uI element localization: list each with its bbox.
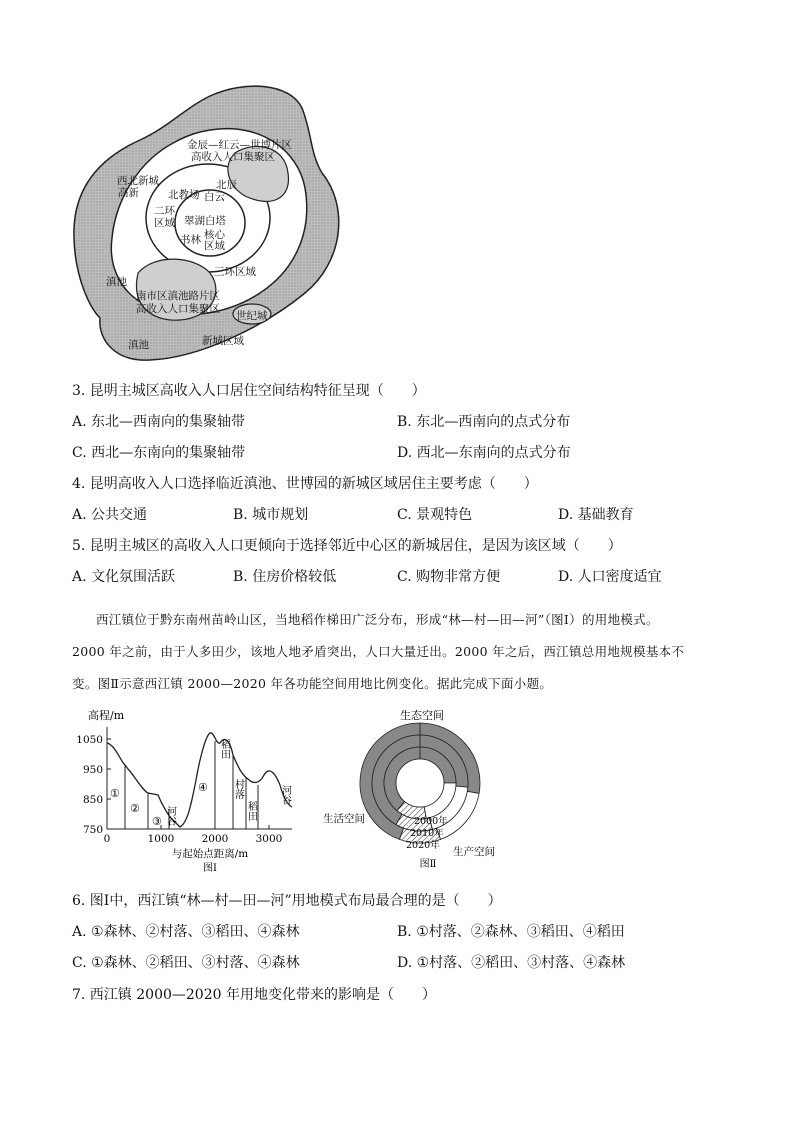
fig1-ytick: 750	[82, 824, 103, 836]
question-6-option-d[interactable]: D. ①村落、②稻田、③村落、④森林	[397, 955, 626, 971]
fig1-ytick: 1050	[76, 734, 103, 746]
map-label: 区域	[154, 217, 175, 229]
map-label: 高新	[118, 187, 139, 199]
map-label: 北辰	[216, 179, 237, 191]
map-label: 白云	[204, 191, 225, 203]
fig1-ytick: 850	[82, 794, 103, 806]
question-7-stem: 7. 西江镇 2000—2020 年用地变化带来的影响是（ ）	[72, 987, 436, 1003]
question-4-option-c[interactable]: C. 景观特色	[397, 507, 473, 523]
fig2-year-2000: 2000年	[414, 816, 448, 827]
map-label: 二环	[154, 205, 175, 217]
fig1-zone-1: ①	[110, 787, 120, 800]
question-5-stem: 5. 昆明主城区的高收入人口更倾向于选择邻近中心区的新城居住，是因为该区域（ ）	[72, 538, 622, 554]
passage-line-3: 变。图Ⅱ示意西江镇 2000—2020 年各功能空间用地比例变化。据此完成下面小题。	[72, 676, 553, 691]
map-label: 南市区滇池路片区	[136, 290, 220, 302]
fig2-title: 生态空间	[400, 709, 444, 722]
fig2-production-label: 生产空间	[453, 846, 495, 858]
question-4-stem: 4. 昆明高收入人口选择临近滇池、世博园的新城区域居住主要考虑（ ）	[72, 476, 538, 492]
question-5-option-b[interactable]: B. 住房价格较低	[233, 569, 337, 585]
map-label: 北教场	[168, 189, 200, 201]
figure-2-land-use-rings	[310, 705, 520, 875]
fig2-living-label: 生活空间	[323, 813, 365, 825]
question-5-option-c[interactable]: C. 购物非常方便	[397, 569, 501, 585]
map-label: 核心	[204, 229, 225, 241]
map-label: 翠湖白塔	[184, 215, 226, 227]
passage-line-1: 西江镇位于黔东南州苗岭山区，当地稻作梯田广泛分布，形成“林—村—田—河”（图Ⅰ）的用地模式。	[96, 612, 659, 627]
fig1-xtick: 1000	[147, 833, 175, 845]
fig1-zone-2: ②	[130, 802, 140, 815]
map-label: 书林	[180, 234, 201, 246]
fig2-center	[396, 759, 444, 807]
map-label: 世纪城	[236, 310, 268, 322]
map-label: 新城区域	[202, 335, 244, 347]
fig2-caption: 图Ⅱ	[419, 859, 437, 870]
map-label: 滇池	[106, 276, 127, 288]
fig2-year-2020: 2020年	[406, 840, 440, 851]
question-5-option-d[interactable]: D. 人口密度适宜	[558, 569, 662, 585]
map-label: 区域	[204, 240, 225, 252]
fig1-zone-4: ④	[198, 781, 208, 794]
question-4-option-b[interactable]: B. 城市规划	[233, 507, 309, 523]
passage-line-2: 2000 年之前，由于人多田少，该地人地矛盾突出，人口大量迁出。2000 年之后，西江镇总用地规模基本不	[72, 644, 685, 659]
fig2-year-2010: 2010年	[410, 828, 444, 839]
question-6-option-c[interactable]: C. ①森林、②稻田、③村落、④森林	[72, 955, 300, 971]
question-6-option-a[interactable]: A. ①森林、②村落、③稻田、④森林	[72, 924, 300, 940]
fig1-xtick: 3000	[255, 833, 283, 845]
fig1-rice2-label: 稻田	[245, 801, 257, 821]
fig1-rice-label: 稻田	[218, 739, 230, 759]
map-label: 金辰—红云—世博片区	[187, 139, 292, 151]
fig1-xlabel: 与起始点距离/m	[171, 848, 249, 860]
figure-1-terrain-profile	[70, 705, 310, 875]
question-3-option-c[interactable]: C. 西北—东南向的集聚轴带	[72, 445, 246, 461]
question-3-stem: 3. 昆明主城区高收入人口居住空间结构特征呈现（ ）	[72, 383, 426, 399]
question-3-option-b[interactable]: B. 东北—西南向的点式分布	[397, 414, 571, 430]
question-6-stem: 6. 图Ⅰ中，西江镇“林—村—田—河”用地模式布局最合理的是（ ）	[72, 893, 502, 909]
kunming-map-figure	[60, 78, 360, 368]
fig1-river2-label: 河谷	[279, 785, 291, 805]
question-5-option-a[interactable]: A. 文化氛围活跃	[72, 569, 176, 585]
map-label: 三环区域	[214, 266, 256, 278]
map-label: 滇池	[128, 339, 149, 351]
fig1-village-label: 村落	[232, 779, 244, 799]
fig1-zone-3: ③	[152, 815, 162, 828]
fig1-ylabel: 高程/m	[88, 709, 125, 722]
question-3-option-a[interactable]: A. 东北—西南向的集聚轴带	[72, 414, 246, 430]
fig1-ytick: 950	[82, 764, 103, 776]
map-label: 高收入人口集聚区	[191, 151, 275, 163]
fig1-river-label: 河谷	[164, 806, 176, 826]
fig1-xtick: 0	[103, 833, 111, 845]
map-label: 高收入人口集聚区	[136, 303, 220, 315]
question-4-option-a[interactable]: A. 公共交通	[72, 507, 148, 523]
question-6-option-b[interactable]: B. ①村落、②森林、③稻田、④稻田	[397, 924, 625, 940]
fig1-caption: 图Ⅰ	[203, 863, 217, 874]
fig1-xtick: 2000	[201, 833, 229, 845]
question-4-option-d[interactable]: D. 基础教育	[558, 507, 634, 523]
question-3-option-d[interactable]: D. 西北—东南向的点式分布	[397, 445, 571, 461]
map-label: 西北新城	[117, 175, 159, 187]
